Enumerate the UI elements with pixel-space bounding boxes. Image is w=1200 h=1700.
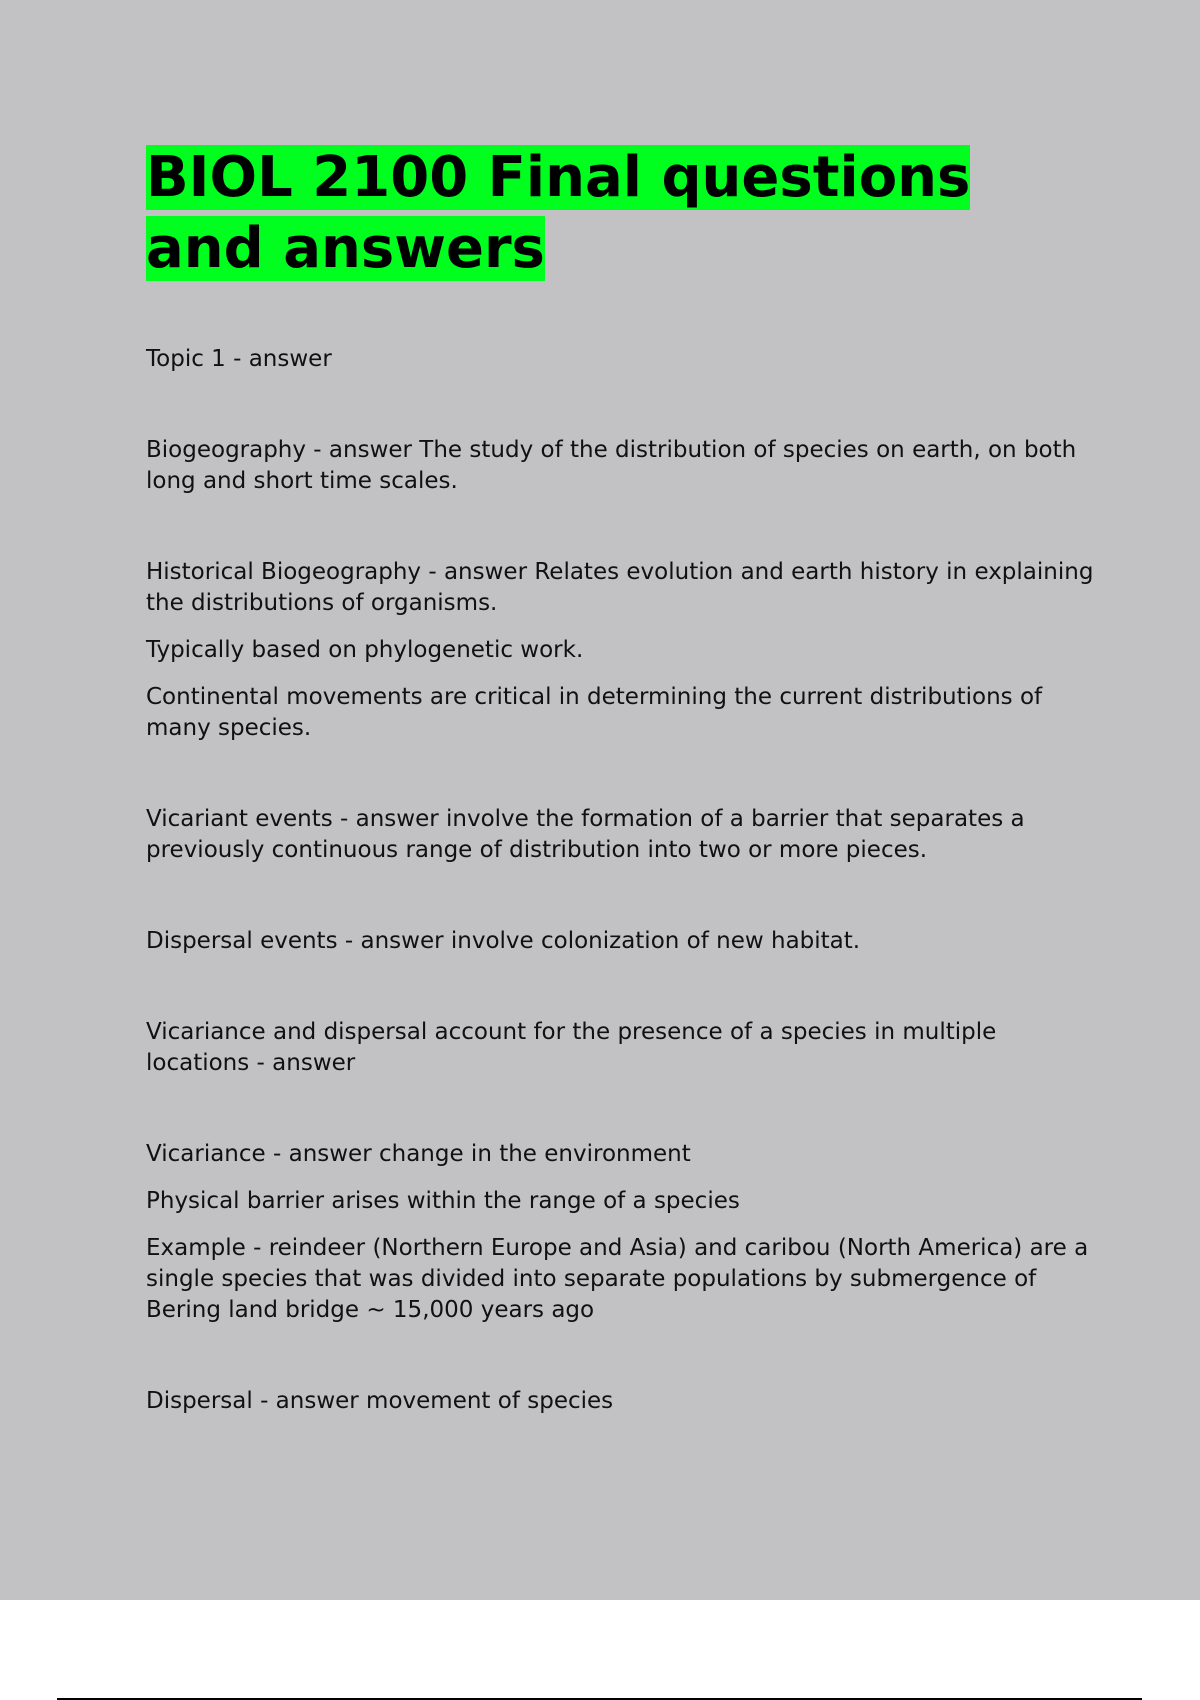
entry-text: Continental movements are critical in determining the current distributions of many species. <box>146 684 1043 741</box>
title-highlight: BIOL 2100 Final questions and answers <box>146 145 971 281</box>
entry-text: Dispersal - answer movement of species <box>146 1388 614 1414</box>
qa-entry <box>146 1386 1096 1417</box>
document-content <box>146 142 1096 1477</box>
entry-text: Historical Biogeography - answer Relates evolution and earth history in explaining the distributions of organisms. <box>146 559 1094 616</box>
qa-list <box>146 344 1096 1417</box>
qa-entry <box>146 1017 1096 1079</box>
entry-text: Vicariant events - answer involve the formation of a barrier that separates a previously continuous range of distribution into two or more pieces. <box>146 806 1025 863</box>
entry-text: Typically based on phylogenetic work. <box>146 637 584 663</box>
entry-text: Vicariance - answer change in the environment <box>146 1141 691 1167</box>
document-title <box>146 142 1096 284</box>
qa-entry <box>146 926 1096 957</box>
entry-text: Dispersal events - answer involve colonization of new habitat. <box>146 928 861 954</box>
qa-entry <box>146 435 1096 497</box>
entry-text: Example - reindeer (Northern Europe and Asia) and caribou (North America) are a single species that was divided into separate populations by submergence of Bering land bridge ~ 15,000 years ago <box>146 1235 1089 1323</box>
qa-entry <box>146 804 1096 866</box>
qa-entry <box>146 1139 1096 1326</box>
entry-text: Topic 1 - answer <box>146 346 332 372</box>
qa-entry <box>146 557 1096 744</box>
entry-text: Biogeography - answer The study of the distribution of species on earth, on both long and short time scales. <box>146 437 1077 494</box>
entry-text: Vicariance and dispersal account for the presence of a species in multiple locations - answer <box>146 1019 997 1076</box>
entry-text: Physical barrier arises within the range of a species <box>146 1188 740 1214</box>
qa-entry <box>146 344 1096 375</box>
